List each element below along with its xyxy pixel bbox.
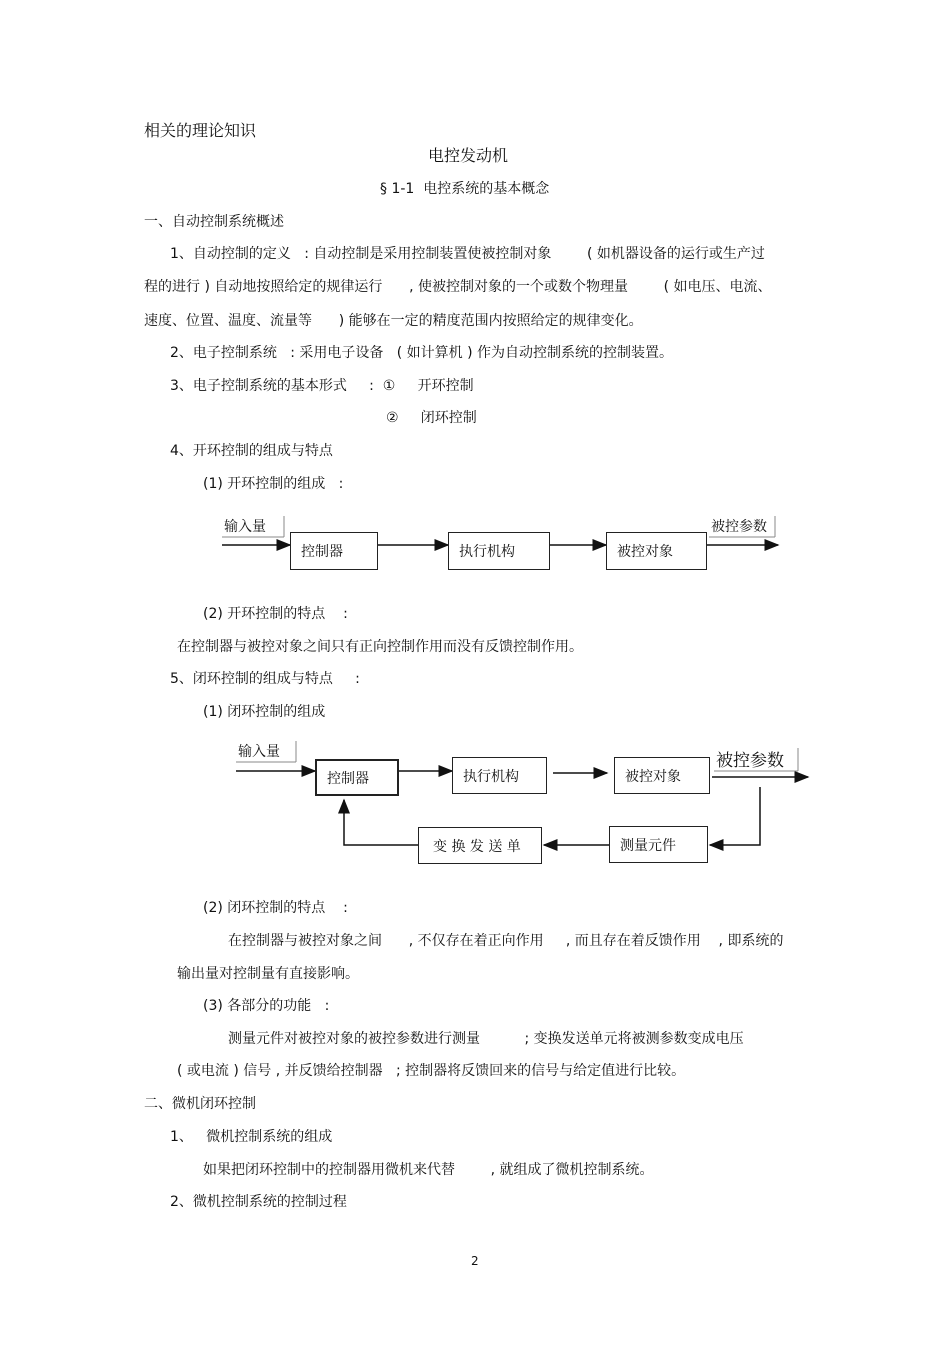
section-title: § 1-1 电控系统的基本概念 <box>380 181 550 197</box>
subheading: (2) 闭环控制的特点 : <box>203 900 348 916</box>
paragraph-line: 程的进行 ) 自动地按照给定的规律运行 , 使被控制对象的一个或数个物理量 ( 如电压、电流、 <box>144 279 772 295</box>
subheading: (1) 闭环控制的组成 <box>203 704 326 720</box>
open-input-label: 输入量 <box>224 519 266 535</box>
closed-actuator-label: 执行机构 <box>463 768 519 785</box>
subheading: 2、微机控制系统的控制过程 <box>170 1194 347 1210</box>
open-object-label: 被控对象 <box>617 544 673 560</box>
subheading: (3) 各部分的功能 : <box>203 998 330 1014</box>
paragraph-line: 2、电子控制系统 : 采用电子设备 ( 如计算机 ) 作为自动控制系统的控制装置。 <box>170 345 674 361</box>
closed-transmitter-label: 变 换 发 送 单 <box>433 838 521 855</box>
paragraph-line: ② 闭环控制 <box>386 410 477 426</box>
subheading: (2) 开环控制的特点 : <box>203 606 348 622</box>
open-actuator-box <box>448 532 550 570</box>
paragraph-line: 速度、位置、温度、流量等 ) 能够在一定的精度范围内按照给定的规律变化。 <box>144 313 643 329</box>
paragraph-line: 在控制器与被控对象之间只有正向控制作用而没有反馈控制作用。 <box>177 639 583 655</box>
paragraph-line: 如果把闭环控制中的控制器用微机来代替 , 就组成了微机控制系统。 <box>203 1162 654 1178</box>
closed-sensor-box <box>609 826 708 863</box>
paragraph-line: ( 或电流 ) 信号 , 并反馈给控制器 ; 控制器将反馈回来的信号与给定值进行比较。 <box>177 1063 686 1079</box>
open-actuator-label: 执行机构 <box>459 544 515 560</box>
arrow <box>710 787 760 845</box>
subheading: 5、闭环控制的组成与特点 : <box>170 671 360 687</box>
paragraph-line: 3、电子控制系统的基本形式 : ① 开环控制 <box>170 378 474 394</box>
subheading: 4、开环控制的组成与特点 <box>170 443 333 459</box>
paragraph-line: 输出量对控制量有直接影响。 <box>177 966 359 982</box>
arrow <box>344 800 418 845</box>
paragraph-line: 1、自动控制的定义 : 自动控制是采用控制装置使被控制对象 ( 如机器设备的运行或生产过 <box>170 246 765 262</box>
open-object-box <box>606 532 707 570</box>
subheading: 1、 微机控制系统的组成 <box>170 1129 333 1145</box>
open-output-label: 被控参数 <box>711 519 767 535</box>
page-title: 电控发动机 <box>428 146 509 165</box>
closed-object-label: 被控对象 <box>625 768 681 785</box>
open-controller-box <box>290 532 378 570</box>
section-heading: 相关的理论知识 <box>144 121 257 140</box>
closed-sensor-label: 测量元件 <box>620 837 676 854</box>
part-heading-1: 一、自动控制系统概述 <box>144 214 284 230</box>
closed-transmitter-box <box>418 827 542 864</box>
closed-controller-label: 控制器 <box>327 770 369 787</box>
open-controller-label: 控制器 <box>301 544 343 560</box>
closed-actuator-box <box>452 757 547 794</box>
subheading: (1) 开环控制的组成 : <box>203 476 344 492</box>
closed-input-label: 输入量 <box>238 744 280 760</box>
page-number: 2 <box>471 1254 479 1268</box>
closed-controller-box <box>315 759 399 796</box>
paragraph-line: 测量元件对被控对象的被控参数进行测量 ; 变换发送单元将被测参数变成电压 <box>228 1031 744 1047</box>
closed-object-box <box>614 757 710 794</box>
closed-output-label: 被控参数 <box>716 751 784 771</box>
part-heading-2: 二、微机闭环控制 <box>144 1096 256 1112</box>
paragraph-line: 在控制器与被控对象之间 , 不仅存在着正向作用 , 而且存在着反馈作用 , 即系统的 <box>228 933 784 949</box>
